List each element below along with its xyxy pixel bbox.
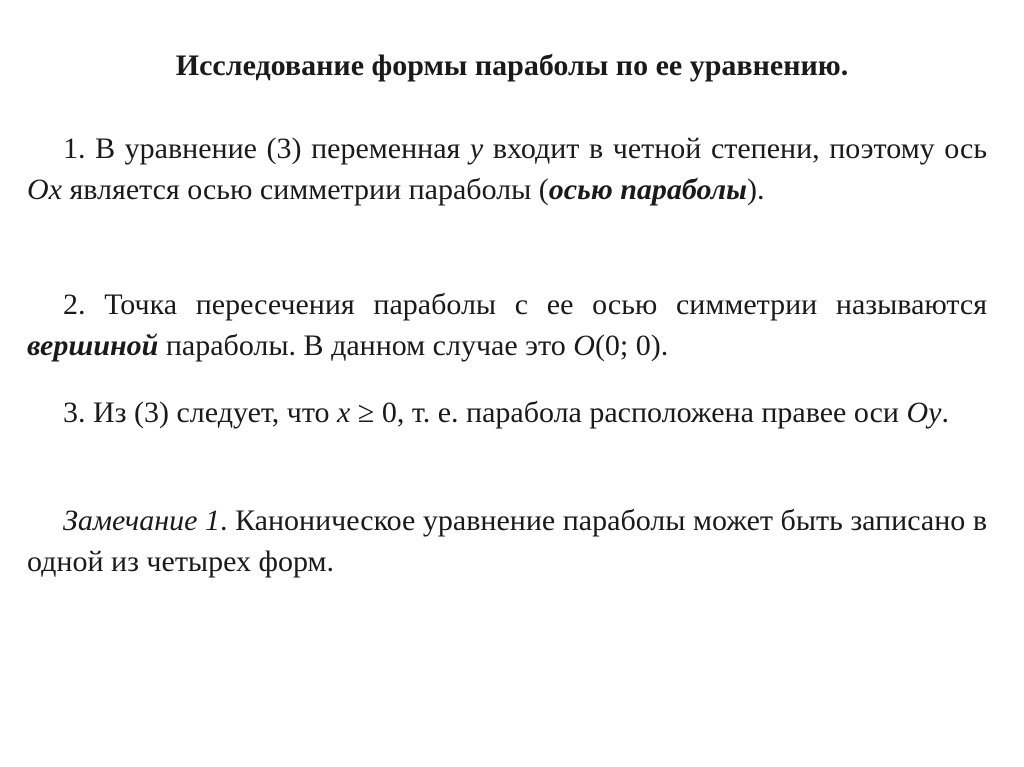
paragraph-2 xyxy=(27,284,987,366)
p2-text-a: 2. Точка пересечения параболы с ее осью симметрии называются xyxy=(63,288,987,321)
paragraph-remark xyxy=(27,500,987,582)
p3-text-b: ≥ 0, т. е. парабола расположена правее оси xyxy=(350,396,907,429)
remark-text: . Каноническое уравнение параболы может быть записано в одной из четырех форм. xyxy=(27,504,987,578)
p1-variable-y: y xyxy=(469,132,484,165)
p3-text-a: 3. Из (3) следует, что xyxy=(63,396,338,429)
p2-text-b: параболы. В данном случае это xyxy=(158,329,574,362)
p2-point-o: O xyxy=(573,329,595,362)
paragraph-1 xyxy=(27,128,987,210)
p1-text-d: ). xyxy=(746,173,765,206)
p3-variable-x: x xyxy=(337,396,351,429)
p3-text-c: . xyxy=(941,396,949,429)
p2-text-c: (0; 0). xyxy=(594,329,669,362)
p1-axis-ox: Ox xyxy=(27,173,62,206)
p2-term-vertex: вершиной xyxy=(27,329,159,362)
remark-label: Замечание 1 xyxy=(63,504,220,537)
paragraph-3 xyxy=(27,392,987,433)
p1-text-a: 1. В уравнение (3) переменная xyxy=(63,132,470,165)
page-title: Исследование формы параболы по ее уравнению. xyxy=(175,49,849,82)
p3-axis-oy: Oy xyxy=(906,396,942,429)
p1-text-b: входит в четной степени, поэтому ось xyxy=(483,132,988,165)
p1-term-axis: осью параболы xyxy=(548,173,747,206)
p1-text-c: является осью симметрии параболы ( xyxy=(61,173,549,206)
